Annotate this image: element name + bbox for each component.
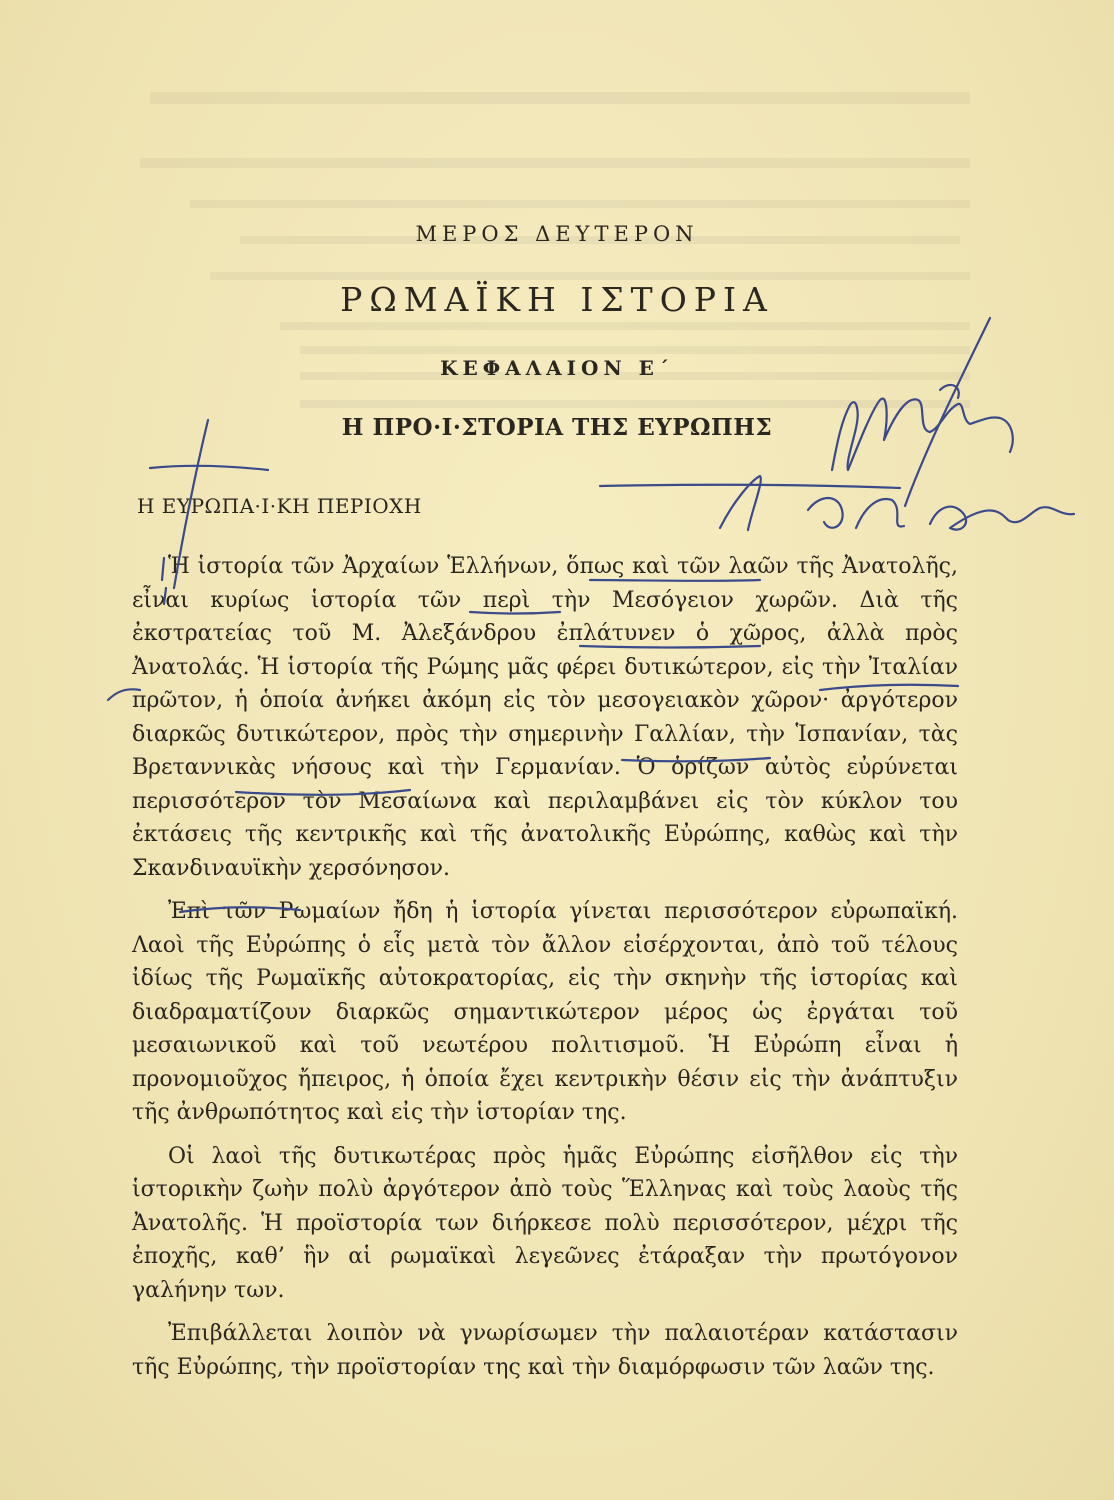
part-heading: ΜΕΡΟΣ ΔΕΥΤΕΡΟΝ xyxy=(415,222,699,246)
paragraph-2: Ἐπὶ τῶν Ρωμαίων ἤδη ἡ ἱστορία γίνεται περισσότερον εὐρωπαϊκή. Λαοὶ τῆς Εὐρώπης ὁ εἷς μετὰ τὸν ἄλλον εἰσέρχονται, ἀπὸ τοῦ τέλους ἰδίως τῆς Ρωμαϊκῆς αὐτοκρατορίας, εἰς τὴν σκηνὴν τῆς ἱστορίας καὶ διαδραματίζουν διαρκῶς σημαντικώτερον μέρος ὡς ἐργάται τοῦ μεσαιωνικοῦ καὶ τοῦ νεωτέρου πολιτισμοῦ. Ἡ Εὐρώπη εἶναι ἡ προνομιοῦχος ἤπειρος, ἡ ὁποία ἔχει κεντρικὴν θέσιν εἰς τὴν ἀνάπτυξιν τῆς ἀνθρωπότητος καὶ εἰς τὴν ἱστορίαν της. xyxy=(132,899,958,1125)
handwritten-word-2 xyxy=(600,476,900,530)
chapter-number: ΚΕΦΑΛΑΙΟΝ Ε΄ xyxy=(440,356,674,380)
body-text xyxy=(132,550,958,1394)
diagonal-stroke xyxy=(905,318,990,506)
paragraph-3: Οἱ λαοὶ τῆς δυτικωτέρας πρὸς ἡμᾶς Εὐρώπης εἰσῆλθον εἰς τὴν ἱστορικὴν ζωὴν πολὺ ἀργότερον ἀπὸ τοὺς Ἕλληνας καὶ τοὺς λαοὺς τῆς Ἀνατολῆς. Ἡ προϊστορία των διήρκεσε πολὺ περισσότερον, μέχρι τῆς ἐποχῆς, καθ’ ἣν αἱ ρωμαϊκαὶ λεγεῶνες ἐτάραξαν τὴν πρωτόγονον γαλήνην των. xyxy=(132,1143,958,1303)
chapter-title: Η ΠΡΟ·Ι·ΣΤΟΡΙΑ ΤΗΣ ΕΥΡΩΠΗΣ xyxy=(341,414,773,441)
paragraph-1: Ἡ ἱστορία τῶν Ἀρχαίων Ἑλλήνων, ὅπως καὶ τῶν λαῶν τῆς Ἀνατολῆς, εἶναι κυρίως ἱστορία τῶν περὶ τὴν Μεσόγειον χωρῶν. Διὰ τῆς ἐκστρατείας τοῦ Μ. Ἀλεξάνδρου ἐπλάτυνεν ὁ χῶρος, ἀλλὰ πρὸς Ἀνατολάς. Ἡ ἱστορία τῆς Ρώμης μᾶς φέρει δυτικώτερον, εἰς τὴν Ἰταλίαν πρῶτον, ἡ ὁποία ἀνήκει ἀκόμη εἰς τὸν μεσογειακὸν χῶρον· ἀργότερον διαρκῶς δυτικώτερον, πρὸς τὴν σημερινὴν Γαλλίαν, τὴν Ἱσπανίαν, τὰς Βρεταννικὰς νήσους καὶ τὴν Γερμανίαν. Ὁ ὁρίζων αὐτὸς εὐρύνεται περισσότερον τὸν Μεσαίωνα καὶ περιλαμβάνει εἰς τὸν κύκλον του ἐκτάσεις τῆς κεντρικῆς καὶ τῆς ἀνατολικῆς Εὐρώπης, καθὼς καὶ τὴν Σκανδιναυϊκὴν χερσόνησον. xyxy=(132,554,958,881)
section-heading: Η ΕΥΡΩΠΑ·Ι·ΚΗ ΠΕΡΙΟΧΗ xyxy=(137,494,422,518)
paragraph-4: Ἐπιβάλλεται λοιπὸν νὰ γνωρίσωμεν τὴν παλαιοτέραν κατάστασιν τῆς Εὐρώπης, τὴν προϊστορίαν της καὶ τὴν διαμόρφωσιν τῶν λαῶν της. xyxy=(132,1321,958,1380)
book-title: ΡΩΜΑΪΚΗ ΙΣΤΟΡΙΑ xyxy=(340,280,774,319)
cross-bar xyxy=(150,466,268,470)
